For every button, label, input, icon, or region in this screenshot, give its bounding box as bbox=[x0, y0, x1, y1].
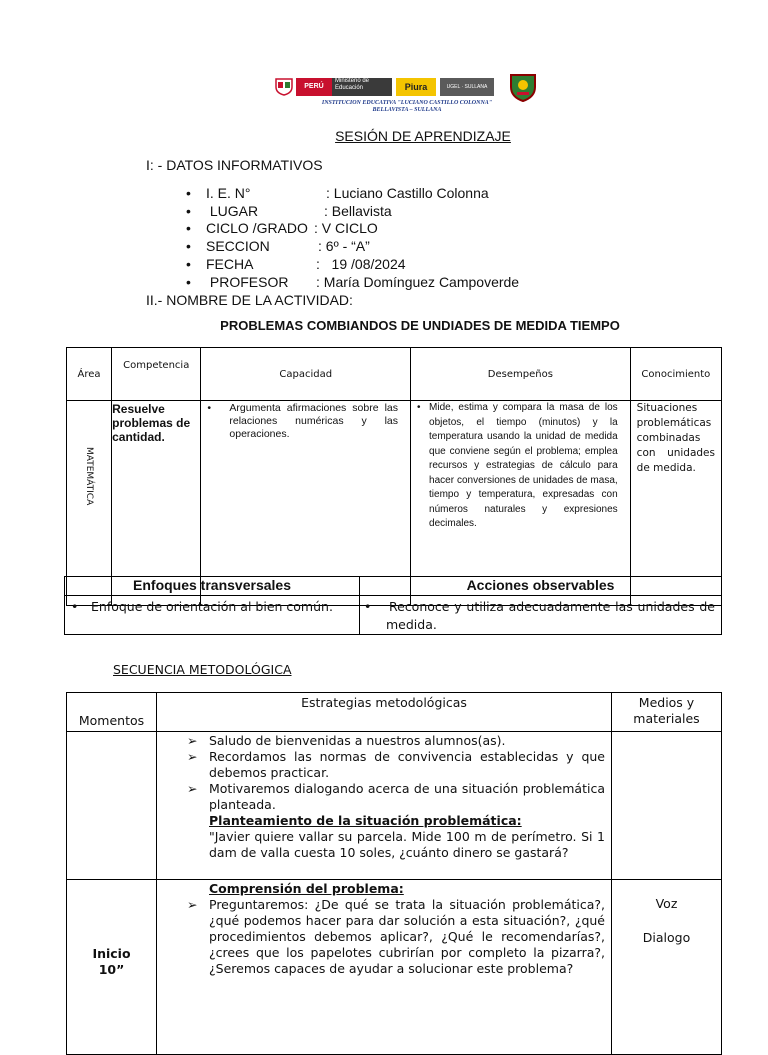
competencia-cell bbox=[112, 401, 201, 606]
bullet-icon: • bbox=[71, 599, 79, 614]
momento-label: Inicio bbox=[92, 946, 131, 961]
medios-cell bbox=[612, 880, 722, 1055]
estrategias-cell bbox=[157, 732, 612, 880]
header-capacidad: Capacidad bbox=[201, 348, 411, 401]
problem-text: "Javier quiere vallar su parcela. Mide 100 m de perímetro. Si 1 dam de valla cuesta 10 soles, ¿cuánto dinero se gastará? bbox=[209, 829, 605, 860]
school-crest-icon bbox=[508, 72, 538, 102]
section2-title: II.- NOMBRE DE LA ACTIVIDAD: bbox=[146, 292, 353, 308]
region-label: Piura bbox=[396, 78, 436, 96]
conocimiento-cell bbox=[630, 401, 721, 606]
header-logos bbox=[272, 72, 542, 118]
header-acciones: Acciones observables bbox=[360, 577, 722, 596]
activity-title: PROBLEMAS COMBIANDOS DE UNDIADES DE MEDIDA TIEMPO bbox=[220, 318, 620, 333]
competencies-table bbox=[66, 347, 722, 606]
capacidad-item bbox=[201, 401, 410, 441]
strategy-item bbox=[187, 749, 605, 781]
arrow-bullet-icon: ➢ bbox=[187, 749, 198, 764]
accion-text: Reconoce y utiliza adecuadamente las unidades de medida. bbox=[386, 599, 715, 632]
info-label: I. E. N° bbox=[206, 185, 251, 201]
info-value: : 19 /08/2024 bbox=[316, 256, 406, 272]
momento-time: 10” bbox=[98, 962, 125, 977]
info-value: : V CICLO bbox=[314, 220, 378, 236]
header-enfoques: Enfoques transversales bbox=[65, 577, 360, 596]
enfoque-item bbox=[65, 596, 359, 616]
area-label: MATEMÁTICA bbox=[84, 447, 95, 506]
arrow-bullet-icon: ➢ bbox=[187, 781, 198, 796]
medios-cell bbox=[612, 732, 722, 880]
header-desempenos: Desempeños bbox=[411, 348, 631, 401]
strategy-item bbox=[187, 897, 605, 977]
capacidad-cell bbox=[201, 401, 411, 606]
strategy-text: Saludo de bienvenidas a nuestros alumnos(as). bbox=[209, 733, 506, 748]
medio-dialogo: Dialogo bbox=[642, 930, 691, 945]
strategy-text: Motivaremos dialogando acerca de una situación problemática planteada. bbox=[209, 781, 605, 812]
strategy-item bbox=[187, 781, 605, 813]
info-label: SECCION bbox=[206, 238, 270, 254]
info-value: : Luciano Castillo Colonna bbox=[326, 185, 489, 201]
info-label: FECHA bbox=[206, 256, 254, 272]
peru-label: PERÚ bbox=[296, 78, 332, 96]
info-label: LUGAR bbox=[206, 203, 259, 219]
ugel-label: UGEL · SULLANA bbox=[440, 78, 494, 96]
bullet-icon: • bbox=[417, 402, 421, 413]
header-medios: Medios y materiales bbox=[612, 693, 722, 732]
medio-voz: Voz bbox=[655, 896, 678, 911]
estrategias-cell bbox=[157, 880, 612, 1055]
info-label: CICLO /GRADO bbox=[206, 220, 308, 236]
desempenos-text: Mide, estima y compara la masa de los objetos, el tiempo (minutos) y la temperatura usando la unidad de medida que conviene según el problema; emplea recursos y estrategias de cálculo para hacer conversiones de unidades de masa, tiempo y temperatura, expresadas con números naturales y expresiones decimales. bbox=[429, 402, 618, 529]
info-value: : Bellavista bbox=[324, 203, 392, 219]
accion-item bbox=[360, 596, 721, 634]
sequence-title: SECUENCIA METODOLÓGICA bbox=[113, 662, 292, 677]
arrow-bullet-icon: ➢ bbox=[187, 897, 198, 912]
bullet-icon: • bbox=[207, 402, 212, 414]
enfoque-text: Enfoque de orientación al bien común. bbox=[91, 599, 333, 614]
capacidad-text: Argumenta afirmaciones sobre las relaciones numéricas y las operaciones. bbox=[229, 402, 399, 440]
momento-inicio-cell bbox=[67, 880, 157, 1055]
sequence-table bbox=[66, 692, 722, 1055]
header-competencia: Competencia bbox=[112, 348, 201, 401]
comprehension-heading: Comprensión del problema: bbox=[209, 881, 404, 896]
session-title: SESIÓN DE APRENDIZAJE bbox=[335, 128, 511, 144]
bullet-icon: • bbox=[364, 599, 372, 614]
info-value: : 6º - “A” bbox=[318, 238, 370, 254]
desempenos-cell bbox=[411, 401, 631, 606]
info-value: : María Domínguez Campoverde bbox=[316, 274, 520, 290]
enfoque-cell bbox=[65, 596, 360, 635]
accion-cell bbox=[360, 596, 722, 635]
strategy-item bbox=[187, 733, 605, 749]
enfoques-table bbox=[64, 576, 722, 635]
section1-title: I: - DATOS INFORMATIVOS bbox=[146, 157, 323, 173]
header-area: Área bbox=[67, 348, 112, 401]
strategy-text: Recordamos las normas de convivencia establecidas y que debemos practicar. bbox=[209, 749, 605, 780]
desempenos-item bbox=[411, 401, 630, 532]
peru-shield-icon bbox=[274, 78, 294, 96]
problem-heading: Planteamiento de la situación problemática: bbox=[209, 813, 522, 828]
momento-cell bbox=[67, 732, 157, 880]
institution-name: INSTITUCION EDUCATIVA "LUCIANO CASTILLO COLONNA" bbox=[321, 100, 493, 106]
ministry-label: Ministerio de Educación bbox=[332, 78, 392, 96]
header-estrategias: Estrategias metodológicas bbox=[157, 693, 612, 732]
header-momentos: Momentos bbox=[67, 693, 157, 732]
info-label: PROFESOR bbox=[206, 274, 289, 290]
conocimiento-text: Situaciones problemáticas combinadas con unidades de medida. bbox=[636, 402, 715, 474]
arrow-bullet-icon: ➢ bbox=[187, 733, 198, 748]
competencia-text: Resuelve problemas de cantidad. bbox=[112, 402, 191, 444]
strategy-text: Preguntaremos: ¿De qué se trata la situación problemática?, ¿qué podemos hacer para dar solución a esta situación?, ¿qué procedimientos debemos aplicar?, ¿Qué le recomendarías?, ¿crees que los papelotes cubrirían por completo la pizarra?, ¿Seremos capaces de ayudar a solucionar este problema? bbox=[209, 897, 605, 976]
header-conocimiento: Conocimiento bbox=[630, 348, 721, 401]
institution-location: BELLAVISTA – SULLANA bbox=[372, 107, 442, 113]
